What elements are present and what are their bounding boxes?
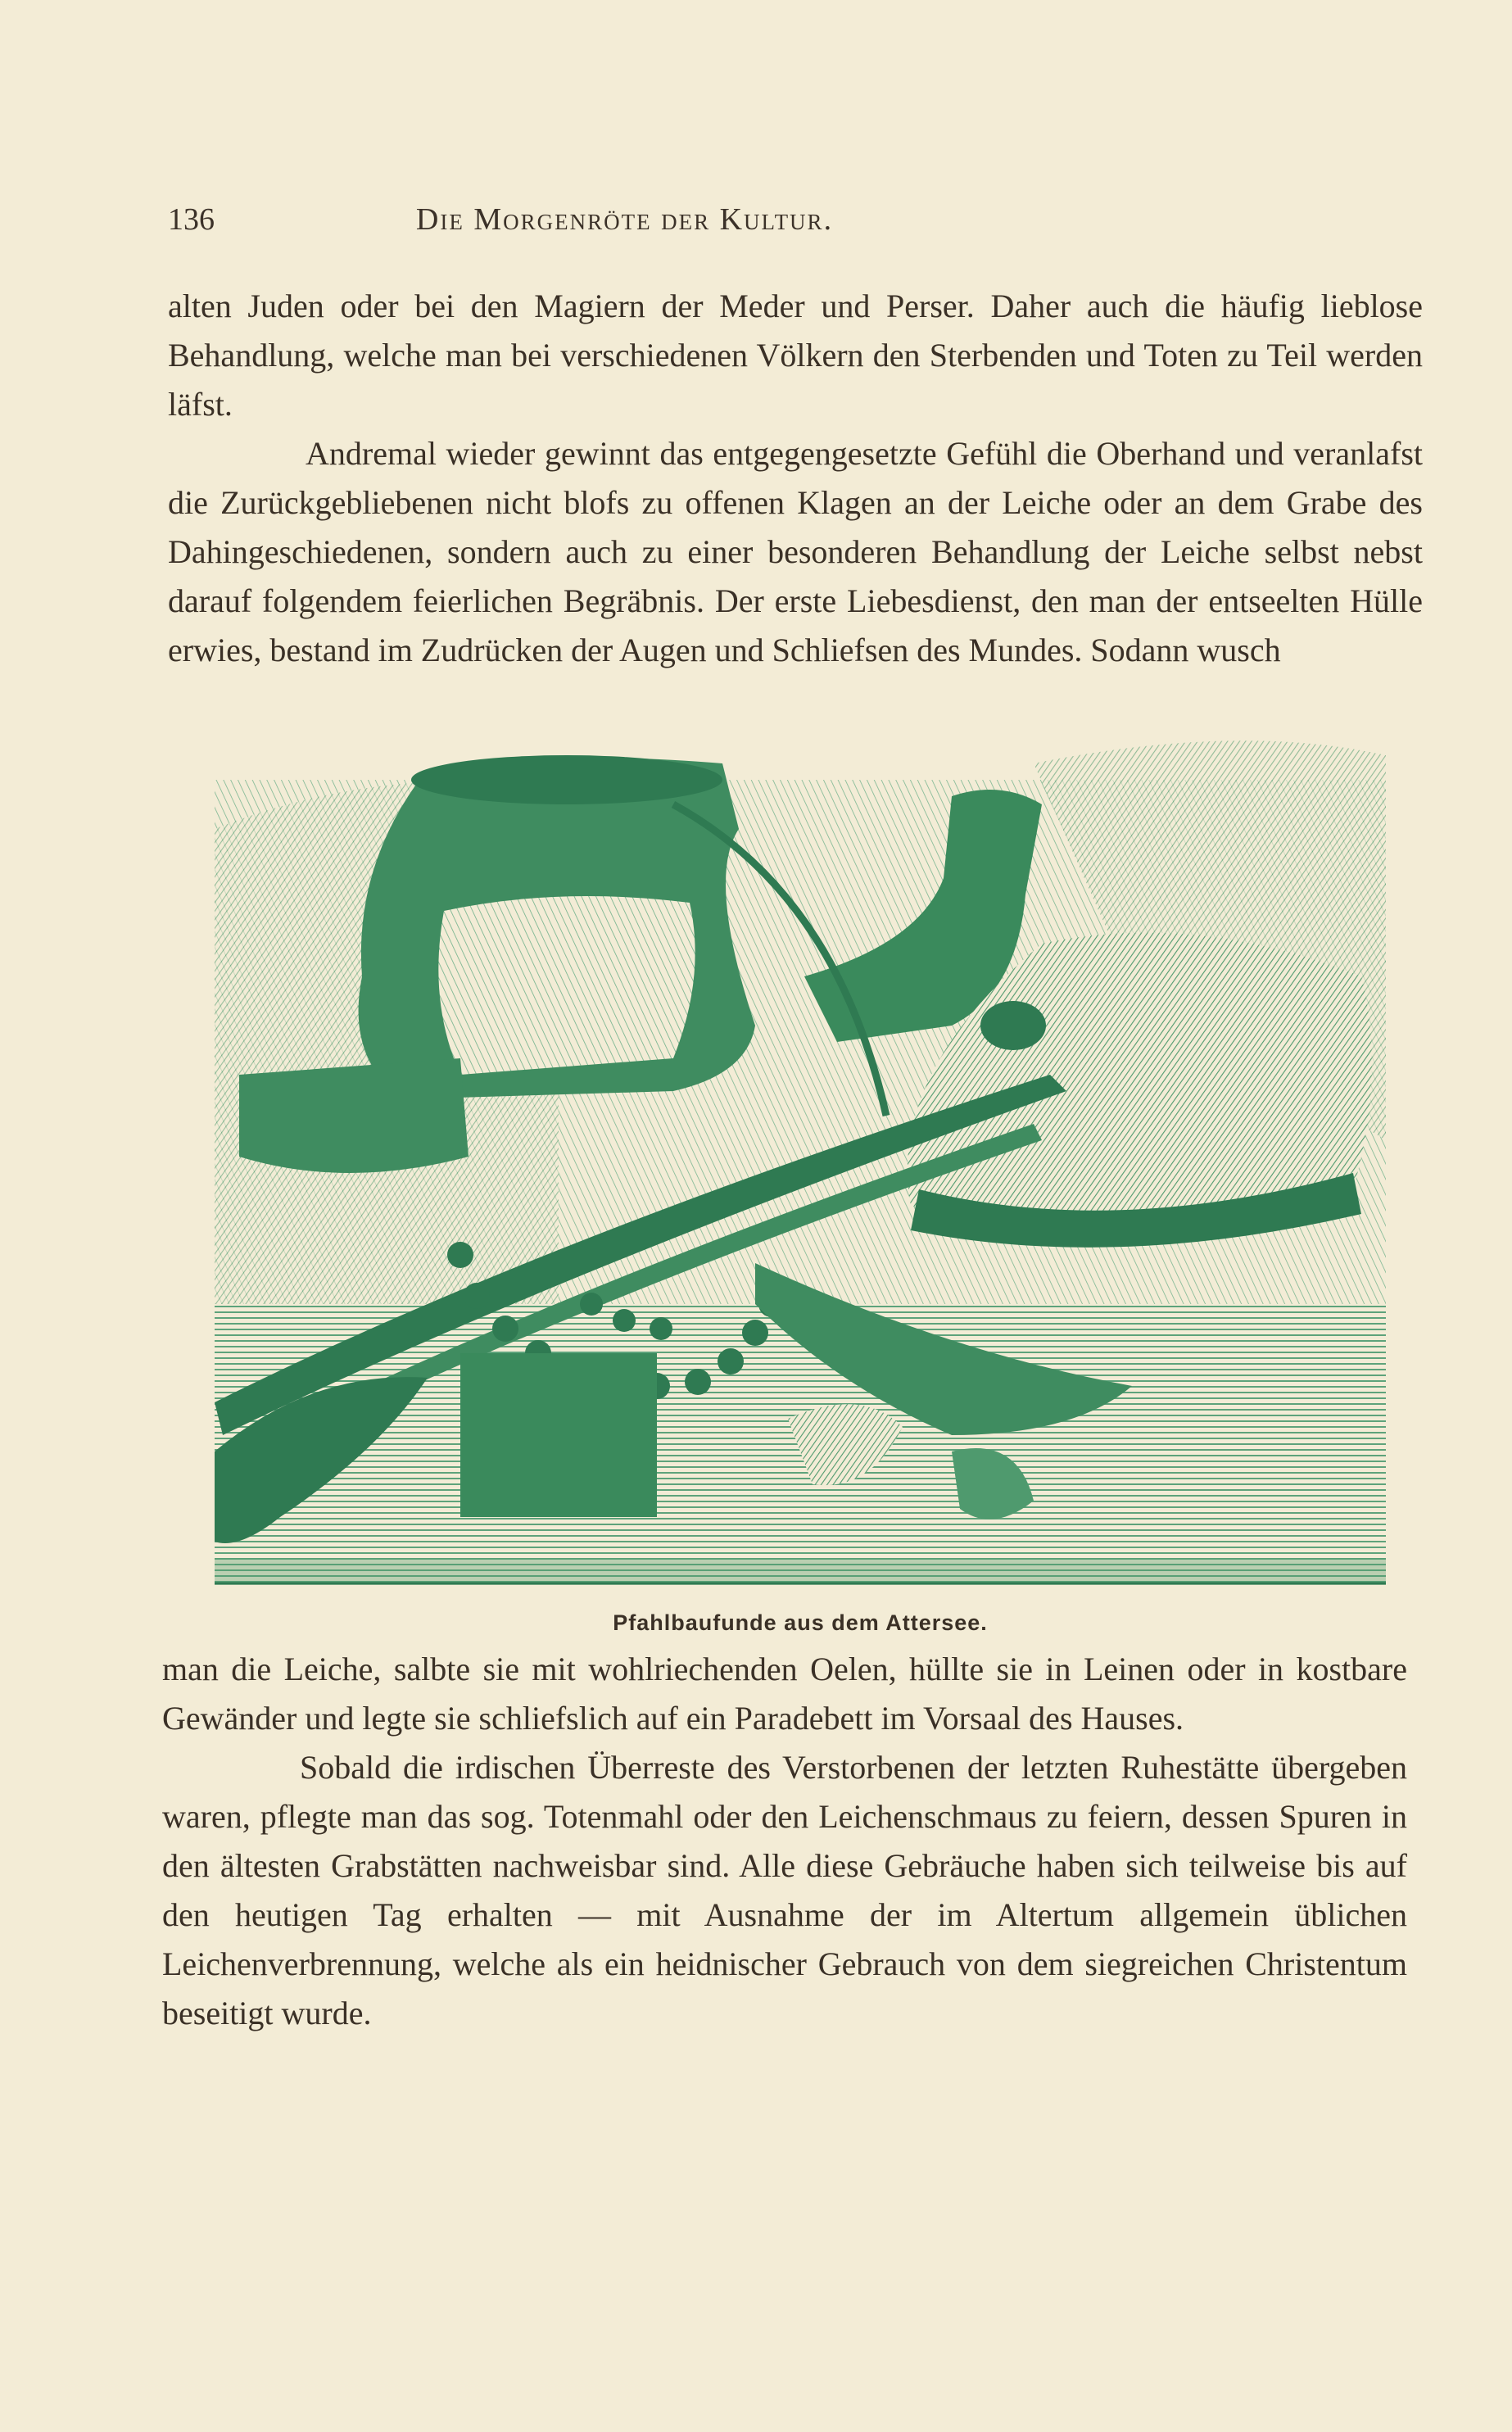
engraving-figure — [215, 731, 1386, 1585]
stone-axe — [239, 1058, 469, 1173]
engraving-illustration — [215, 731, 1386, 1585]
text-block-bottom — [162, 1645, 1407, 2038]
paragraph-top-2: Andremal wieder gewinnt das entgegengesetzte Gefühl die Oberhand und veranlafst die Zurückgebliebenen nicht blofs zu offenen Klagen an der Leiche oder an dem Grabe des Dahingeschiedenen, sondern auch zu einer besonderen Behandlung der Leiche selbst nebst darauf folgendem feierlichen Begräbnis. Der erste Liebesdienst, den man der entseelten Hülle erwies, bestand im Zudrücken der Augen und Schliefsen des Mundes. Sodann wusch — [168, 435, 1423, 668]
figure-caption: Pfahlbaufunde aus dem Attersee. — [613, 1610, 988, 1635]
page-number: 136 — [168, 202, 215, 237]
paragraph-top-1: alten Juden oder bei den Magiern der Meder und Perser. Daher auch die häufig lieblose Behandlung, welche man bei verschiedenen Völkern den Sterbenden und Toten zu Teil werden läfst. — [168, 288, 1423, 423]
text-block-top — [168, 282, 1423, 675]
paragraph-bottom-1: man die Leiche, salbte sie mit wohlriechenden Oelen, hüllte sie in Leinen oder in kostbare Gewänder und legte sie schliefslich auf ein Paradebett im Vorsaal des Hauses. — [162, 1651, 1407, 1737]
paragraph-bottom-2: Sobald die irdischen Überreste des Verstorbenen der letzten Ruhestätte übergeben waren, pflegte man das sog. Totenmahl oder den Leichenschmaus zu feiern, dessen Spuren in den ältesten Grabstätten nachweisbar sind. Alle diese Gebräuche haben sich teilweise bis auf den heutigen Tag erhalten — mit Ausnahme der im Altertum allgemein üblichen Leichenverbrennung, welche als ein heidnischer Gebrauch von dem siegreichen Christentum beseitigt wurde. — [162, 1749, 1407, 2031]
running-head: Die Morgenröte der Kultur. — [415, 202, 834, 237]
whetstone-block — [460, 1353, 657, 1517]
